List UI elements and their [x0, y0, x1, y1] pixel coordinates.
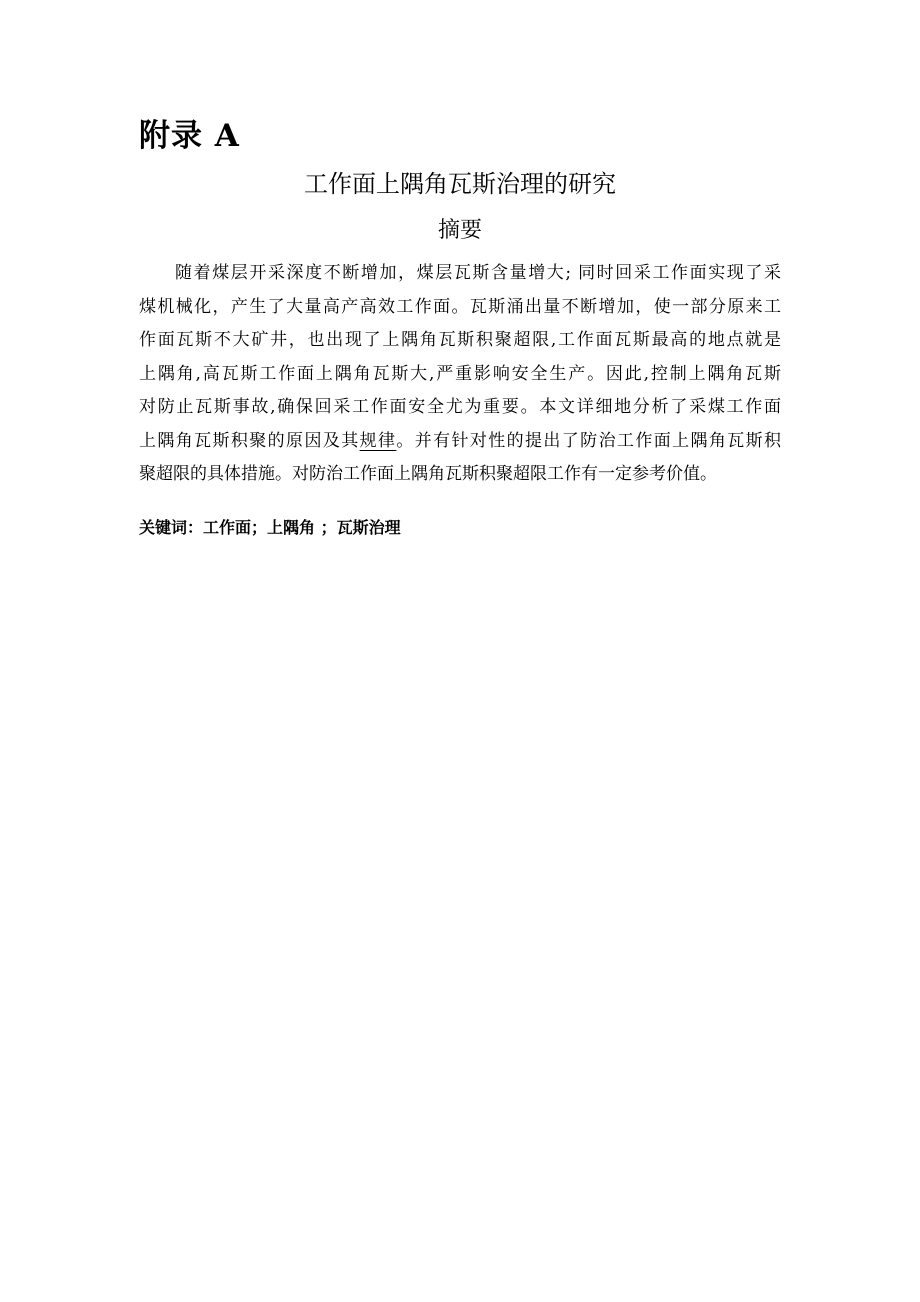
- abstract-line: 作面瓦斯不大矿井，也出现了上隅角瓦斯积聚超限,工作面瓦斯最高的地点就是: [139, 330, 781, 350]
- abstract-text-segment: 上隅角瓦斯积聚的原因及其: [139, 430, 360, 451]
- abstract-line: 随着煤层开采深度不断增加，煤层瓦斯含量增大; 同时回采工作面实现了采: [175, 263, 781, 283]
- appendix-heading: 附录 A: [139, 118, 240, 154]
- abstract-line: 聚超限的具体措施。对防治工作面上隅角瓦斯积聚超限工作有一定参考价值。: [139, 464, 717, 484]
- abstract-heading: 摘要: [437, 218, 482, 243]
- abstract-line: 上隅角,高瓦斯工作面上隅角瓦斯大,严重影响安全生产。因此,控制上隅角瓦斯: [139, 363, 781, 384]
- abstract-line: 对防止瓦斯事故,确保回采工作面安全尤为重要。本文详细地分析了采煤工作面: [139, 397, 781, 417]
- underlined-term: 规律: [359, 430, 397, 451]
- abstract-text-segment: 。并有针对性的提出了防治工作面上隅角瓦斯积: [396, 430, 782, 451]
- paper-title: 工作面上隅角瓦斯治理的研究: [304, 170, 616, 198]
- abstract-line-with-underline: [139, 425, 781, 459]
- abstract-line: 煤机械化，产生了大量高产高效工作面。瓦斯涌出量不断增加，使一部分原来工: [139, 296, 781, 317]
- abstract-paragraph: [139, 257, 781, 492]
- keywords-line: 关键词：工作面；上隅角 ；瓦斯治理: [139, 518, 401, 537]
